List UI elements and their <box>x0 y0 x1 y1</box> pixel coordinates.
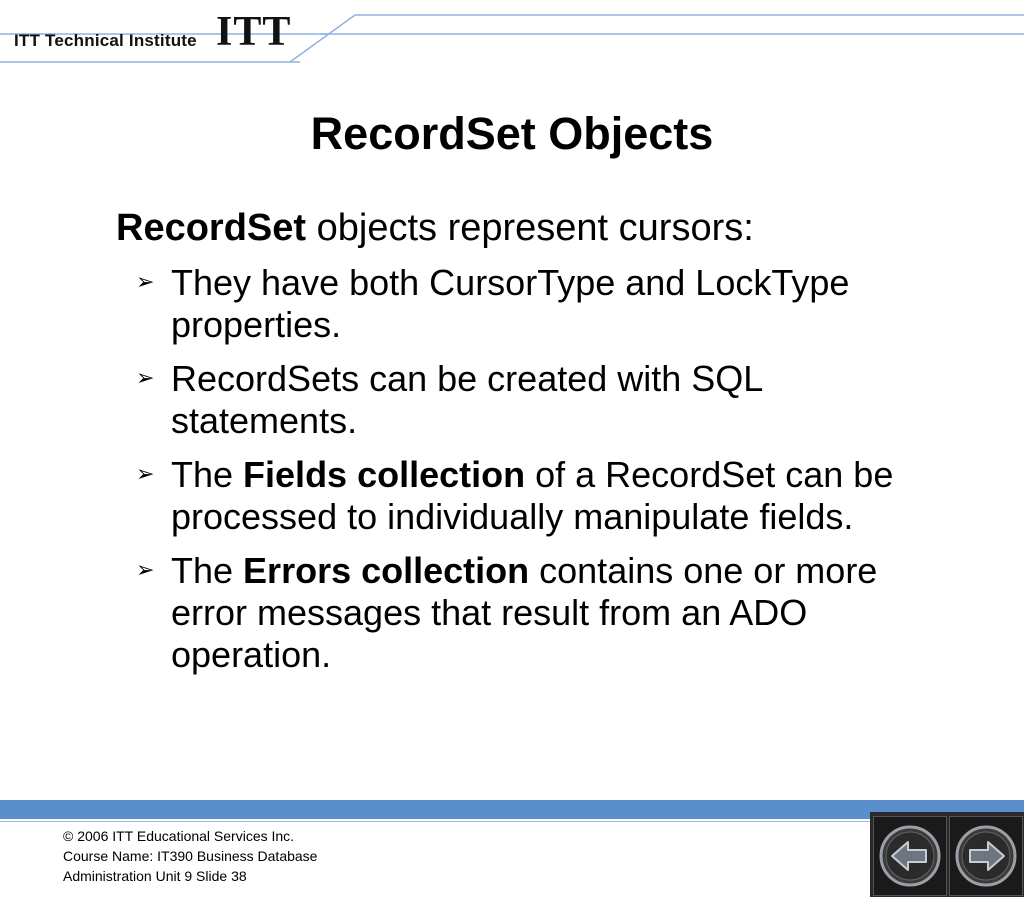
next-slide-button[interactable] <box>949 816 1023 896</box>
bullet-text-post: of a RecordSet can be processed to individually manipulate fields. <box>171 454 894 537</box>
itt-logo: ITT <box>216 9 292 55</box>
bullet-text-bold: Fields collection <box>243 454 526 495</box>
unit-slide-line: Administration Unit 9 Slide 38 <box>63 868 247 884</box>
course-line: Course Name: IT390 Business Database <box>63 848 318 864</box>
slide-title: RecordSet Objects <box>310 108 714 159</box>
bullet-item <box>136 358 936 442</box>
bullet-text: They have both CursorType and LockType properties. <box>171 262 850 345</box>
bullet-item <box>136 454 936 538</box>
institution-name: ITT Technical Institute <box>14 31 197 50</box>
bullet-arrow-icon: ➢ <box>136 270 155 295</box>
bullet-text: RecordSets can be created with SQL statements. <box>171 358 762 441</box>
lead-statement <box>116 202 976 254</box>
left-arrow-icon <box>878 824 942 888</box>
right-arrow-icon <box>954 824 1018 888</box>
lead-text: objects represent cursors: <box>306 207 754 249</box>
bullet-list <box>136 262 936 688</box>
header-band <box>0 0 1024 70</box>
bullet-text-bold: Errors collection <box>243 550 530 591</box>
bullet-text-pre: The <box>171 454 244 495</box>
footer-info <box>63 826 317 886</box>
slide-navigation <box>870 812 1024 897</box>
bullet-item <box>136 550 936 676</box>
copyright-line: © 2006 ITT Educational Services Inc. <box>63 828 295 844</box>
bullet-text-post: contains one or more error messages that result from an ADO operation. <box>171 550 878 675</box>
bullet-item <box>136 262 936 346</box>
bullet-text-pre: The <box>171 550 244 591</box>
bullet-arrow-icon: ➢ <box>136 558 155 583</box>
previous-slide-button[interactable] <box>873 816 947 896</box>
bullet-arrow-icon: ➢ <box>136 366 155 391</box>
lead-bold: RecordSet <box>116 207 307 249</box>
bullet-arrow-icon: ➢ <box>136 462 155 487</box>
